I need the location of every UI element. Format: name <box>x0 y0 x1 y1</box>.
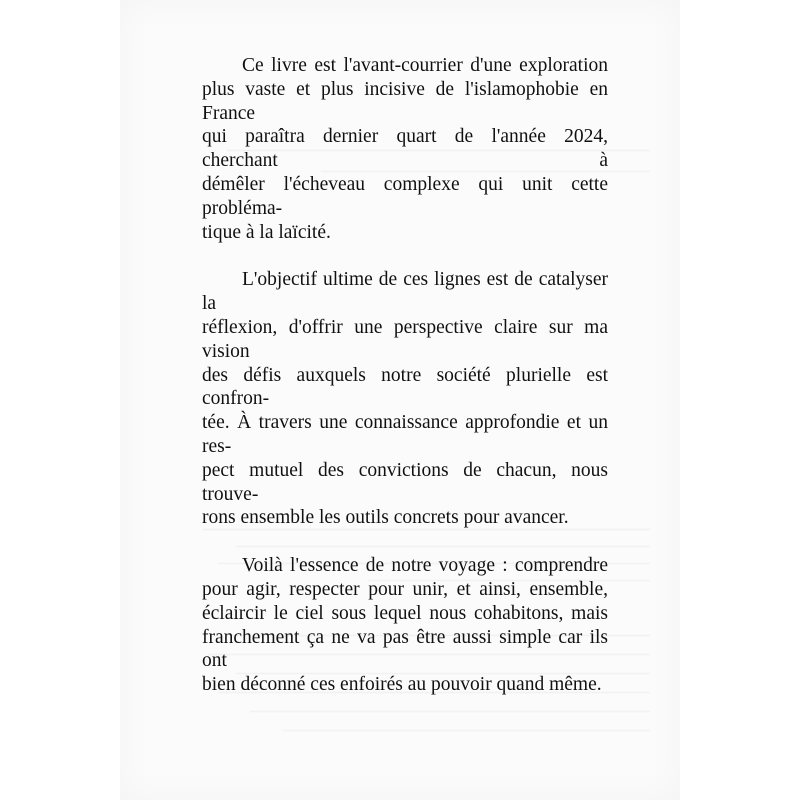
text-line: démêler l'écheveau complexe qui unit cette probléma- <box>202 173 608 219</box>
text-line: L'objectif ultime de ces lignes est de catalyser la <box>202 269 608 315</box>
text-line: franchement ça ne va pas être aussi simple car ils ont <box>202 626 608 672</box>
text-line: plus vaste et plus incisive de l'islamophobie en France <box>202 78 608 124</box>
text-line: des défis auxquels notre société plurielle est confron- <box>202 364 608 410</box>
text-line: bien déconné ces enfoirés au pouvoir quand même. <box>202 674 602 696</box>
paragraph-2 <box>202 268 608 530</box>
text-line: tique à la laïcité. <box>202 221 331 243</box>
text-line: qui paraîtra dernier quart de l'année 2024, cherchant à <box>202 126 608 172</box>
text-line: réflexion, d'offrir une perspective claire sur ma vision <box>202 316 608 362</box>
paragraph-3 <box>202 554 608 697</box>
text-line: Voilà l'essence de notre voyage : comprendre <box>242 555 608 577</box>
page-body-text <box>202 54 608 721</box>
text-line: éclaircir le ciel sous lequel nous cohabitons, mais <box>202 602 608 624</box>
text-line: pect mutuel des convictions de chacun, nous trouve- <box>202 459 608 505</box>
paragraph-1 <box>202 54 608 244</box>
text-line: rons ensemble les outils concrets pour avancer. <box>202 507 569 529</box>
text-line: pour agir, respecter pour unir, et ainsi, ensemble, <box>202 578 608 600</box>
text-line: tée. À travers une connaissance approfondie et un res- <box>202 412 608 457</box>
text-line: Ce livre est l'avant-courrier d'une exploration <box>242 55 608 76</box>
